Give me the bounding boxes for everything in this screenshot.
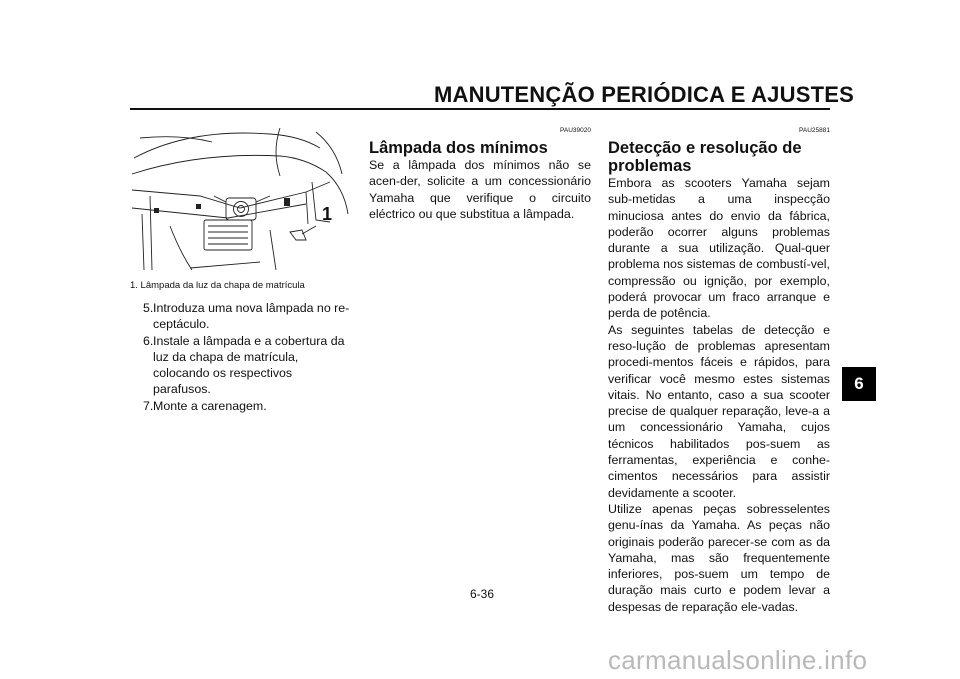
header-rule: [130, 108, 830, 110]
step-text: Introduza uma nova lâmpada no re-ceptáculo.: [153, 301, 350, 332]
page-number: 6-36: [470, 587, 495, 601]
section-body: [608, 175, 830, 615]
figure-callout-1: 1: [322, 204, 333, 224]
figure-caption: 1. Lâmpada da luz da chapa de matrícula: [130, 280, 305, 291]
step-number: 7.: [143, 398, 154, 413]
step-number: 6.: [143, 333, 154, 348]
section-title: Lâmpada dos mínimos: [369, 139, 548, 157]
section-title: Detecção e resolução de problemas: [608, 139, 802, 175]
watermark: carmanualsonline.info: [608, 645, 868, 675]
chapter-tab: 6: [842, 367, 876, 401]
list-item: [130, 300, 352, 333]
list-item: [130, 398, 352, 414]
step-list: [130, 300, 352, 414]
license-plate-light-illustration: [130, 122, 352, 272]
section-code: PAU39020: [560, 127, 591, 134]
paragraph: Embora as scooters Yamaha sejam sub-metidas a uma inspecção minuciosa antes do envio da fábrica, poderão ocorrer alguns problemas durante a sua utilização. Qual-quer problema nos sistemas de combustí-vel, compressão ou ignição, por exemplo, poderá provocar um fraco arranque e perda de potência.: [608, 176, 830, 321]
section-body: [369, 157, 591, 222]
section-code: PAU25881: [799, 127, 830, 134]
paragraph: Se a lâmpada dos mínimos não se acen-der, solicite a um concessionário Yamaha que verifique o circuito eléctrico ou que substitua a lâmpada.: [369, 158, 591, 221]
list-item: [130, 333, 352, 398]
step-text: Monte a carenagem.: [153, 398, 267, 413]
paragraph: As seguintes tabelas de detecção e reso-lução de problemas apresentam procedi-mentos fáceis e rápidos, para verificar você mesmo estes sistemas vitais. No entanto, caso a sua scooter precise de qualquer reparação, leve-a a um concessionário Yamaha, cujos técnicos habilitados pos-suem as ferramentas, experiência e conhe-cimentos necessários para assistir devidamente a scooter.: [608, 322, 830, 500]
section-parking-lamp: [369, 127, 591, 222]
section-troubleshooting: [608, 127, 830, 615]
page-header-title: MANUTENÇÃO PERIÓDICA E AJUSTES: [434, 82, 854, 107]
paragraph: Utilize apenas peças sobresselentes genu-ínas da Yamaha. As peças não originais poderão parecer-se com as da Yamaha, mas são frequentemente inferiores, pos-suem um tempo de duração mais curto e podem levar a despesas de reparação ele-vadas.: [608, 501, 830, 614]
step-number: 5.: [143, 301, 154, 315]
step-text: Instale a lâmpada e a cobertura da luz da chapa de matrícula, colocando os respectivos parafusos.: [153, 333, 345, 397]
